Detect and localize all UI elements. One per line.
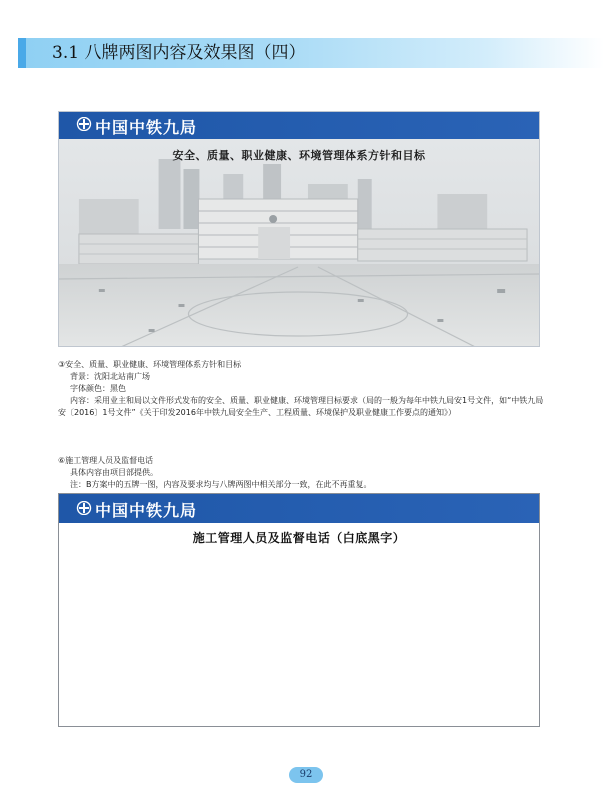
item3-background: 背景：沈阳北站南广场 bbox=[70, 372, 150, 381]
board-brand-name: 中国中铁九局 bbox=[95, 118, 198, 137]
staff-phone-board-preview bbox=[58, 493, 540, 727]
board-banner bbox=[59, 494, 539, 523]
section-title: 3.1 八牌两图内容及效果图（四） bbox=[52, 43, 306, 63]
item3-content-line1: 内容：采用业主和局以文件形式发布的安全、质量、职业健康、环境管理目标要求（局的一般为每年中铁九局安1号文件，如“中铁九局 bbox=[70, 396, 544, 405]
station-square-photo bbox=[59, 139, 539, 347]
crec-logo-icon bbox=[76, 501, 92, 515]
board-caption: 施工管理人员及监督电话（白底黑字） bbox=[192, 531, 406, 545]
item6-line1: 具体内容由项目部提供。 bbox=[70, 468, 158, 477]
item3-heading: ③安全、质量、职业健康、环境管理体系方针和目标 bbox=[58, 360, 242, 369]
page-number: 92 bbox=[289, 767, 323, 783]
item6-heading: ⑥施工管理人员及监督电话 bbox=[58, 456, 154, 465]
board-banner bbox=[59, 112, 539, 139]
section-header-tab bbox=[18, 38, 26, 68]
section-header-band bbox=[18, 38, 604, 68]
item6-note: 注：B方案中的五牌一图，内容及要求均与八牌两图中相关部分一致，在此不再重复。 bbox=[70, 480, 372, 489]
policy-board-preview bbox=[58, 111, 540, 347]
item3-font-color: 字体颜色：黑色 bbox=[70, 384, 126, 393]
crec-logo-icon bbox=[76, 117, 92, 131]
board-brand-name: 中国中铁九局 bbox=[95, 501, 198, 520]
board-caption: 安全、质量、职业健康、环境管理体系方针和目标 bbox=[172, 149, 426, 162]
item3-content-line2: 安〔2016〕1号文件”《关于印发2016年中铁九局安全生产、工程质量、环境保护及职业健康工作要点的通知》） bbox=[58, 408, 456, 417]
